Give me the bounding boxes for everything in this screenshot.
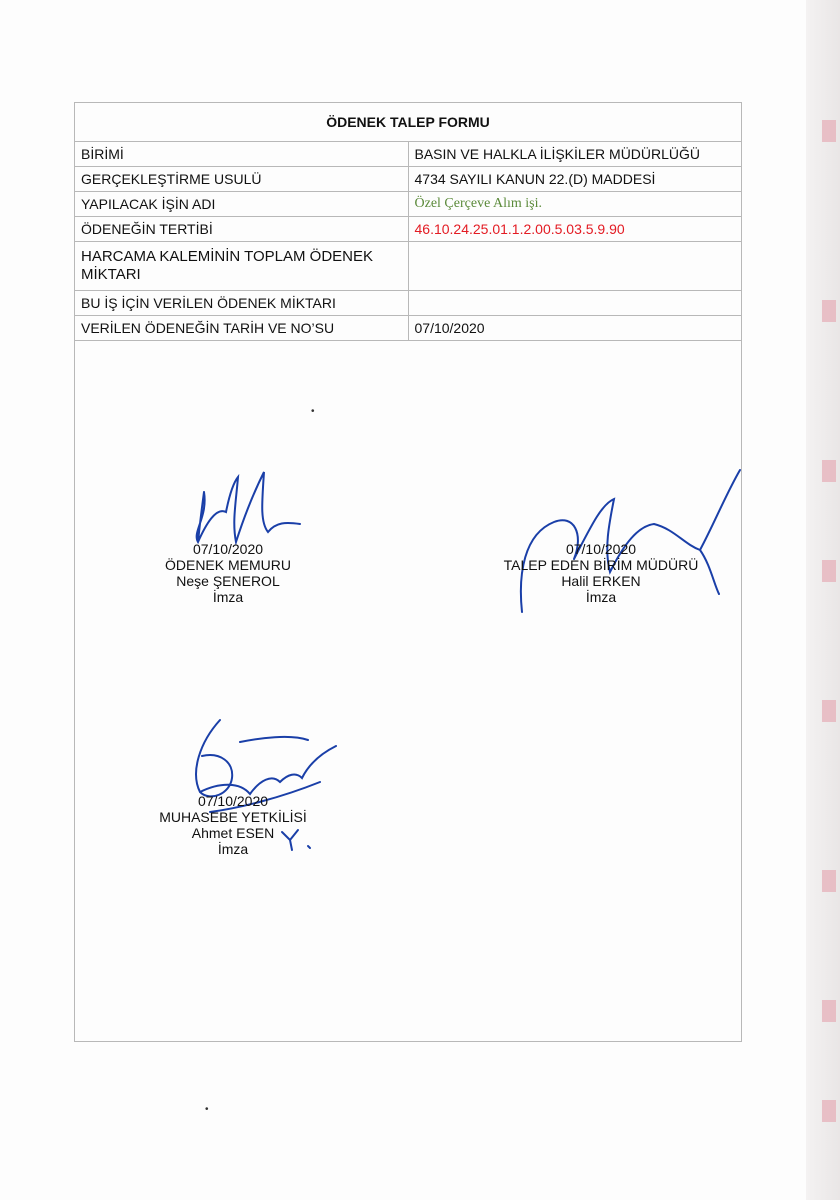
ink-dot: • bbox=[311, 406, 315, 417]
row-value bbox=[408, 242, 742, 291]
signature-date: 07/10/2020 bbox=[565, 541, 637, 557]
table-row bbox=[75, 167, 742, 192]
row-value bbox=[408, 291, 742, 316]
table-row bbox=[75, 291, 742, 316]
row-label: ÖDENEĞİN TERTİBİ bbox=[75, 217, 409, 242]
signature-title: MUHASEBE YETKİLİSİ bbox=[159, 809, 307, 825]
ink-dot: • bbox=[205, 1104, 209, 1115]
row-label: BU İŞ İÇİN VERİLEN ÖDENEK MİKTARI bbox=[75, 291, 409, 316]
table-row bbox=[75, 142, 742, 167]
form-title: ÖDENEK TALEP FORMU bbox=[75, 103, 742, 142]
scan-mark bbox=[822, 700, 836, 722]
row-value: 46.10.24.25.01.1.2.00.5.03.5.9.90 bbox=[408, 217, 742, 242]
request-form-table bbox=[74, 102, 742, 341]
scan-mark bbox=[822, 1000, 836, 1022]
table-row bbox=[75, 242, 742, 291]
table-row bbox=[75, 192, 742, 217]
scan-mark bbox=[822, 300, 836, 322]
signature-title: ÖDENEK MEMURU bbox=[164, 557, 291, 573]
scan-mark bbox=[822, 120, 836, 142]
signature-label: İmza bbox=[212, 589, 244, 605]
row-value: BASIN VE HALKLA İLİŞKİLER MÜDÜRLÜĞÜ bbox=[408, 142, 742, 167]
table-row bbox=[75, 316, 742, 341]
signature-date: 07/10/2020 bbox=[197, 793, 269, 809]
table-row bbox=[75, 217, 742, 242]
row-value: 4734 SAYILI KANUN 22.(D) MADDESİ bbox=[408, 167, 742, 192]
row-value: Özel Çerçeve Alım işi. bbox=[408, 192, 742, 217]
scan-mark bbox=[822, 560, 836, 582]
signature-name: Neşe ŞENEROL bbox=[176, 573, 280, 589]
row-label: YAPILACAK İŞİN ADI bbox=[75, 192, 409, 217]
signature-name: Ahmet ESEN bbox=[191, 825, 275, 841]
scan-mark bbox=[822, 460, 836, 482]
scan-mark bbox=[822, 870, 836, 892]
scan-edge bbox=[806, 0, 840, 1200]
row-label: VERİLEN ÖDENEĞİN TARİH VE NO’SU bbox=[75, 316, 409, 341]
row-value: 07/10/2020 bbox=[408, 316, 742, 341]
signature-name: Halil ERKEN bbox=[561, 573, 641, 589]
row-label: HARCAMA KALEMİNİN TOPLAM ÖDENEK MİKTARI bbox=[75, 242, 409, 291]
row-label: BİRİMİ bbox=[75, 142, 409, 167]
signature-label: İmza bbox=[585, 589, 617, 605]
signature-block-talep bbox=[488, 541, 714, 605]
row-label: GERÇEKLEŞTİRME USULÜ bbox=[75, 167, 409, 192]
signature-label: İmza bbox=[217, 841, 249, 857]
initial-mark bbox=[280, 826, 314, 854]
signature-title: TALEP EDEN BİRİM MÜDÜRÜ bbox=[503, 557, 699, 573]
signature-block-odenek bbox=[148, 541, 308, 605]
signature-date: 07/10/2020 bbox=[192, 541, 264, 557]
scan-mark bbox=[822, 1100, 836, 1122]
